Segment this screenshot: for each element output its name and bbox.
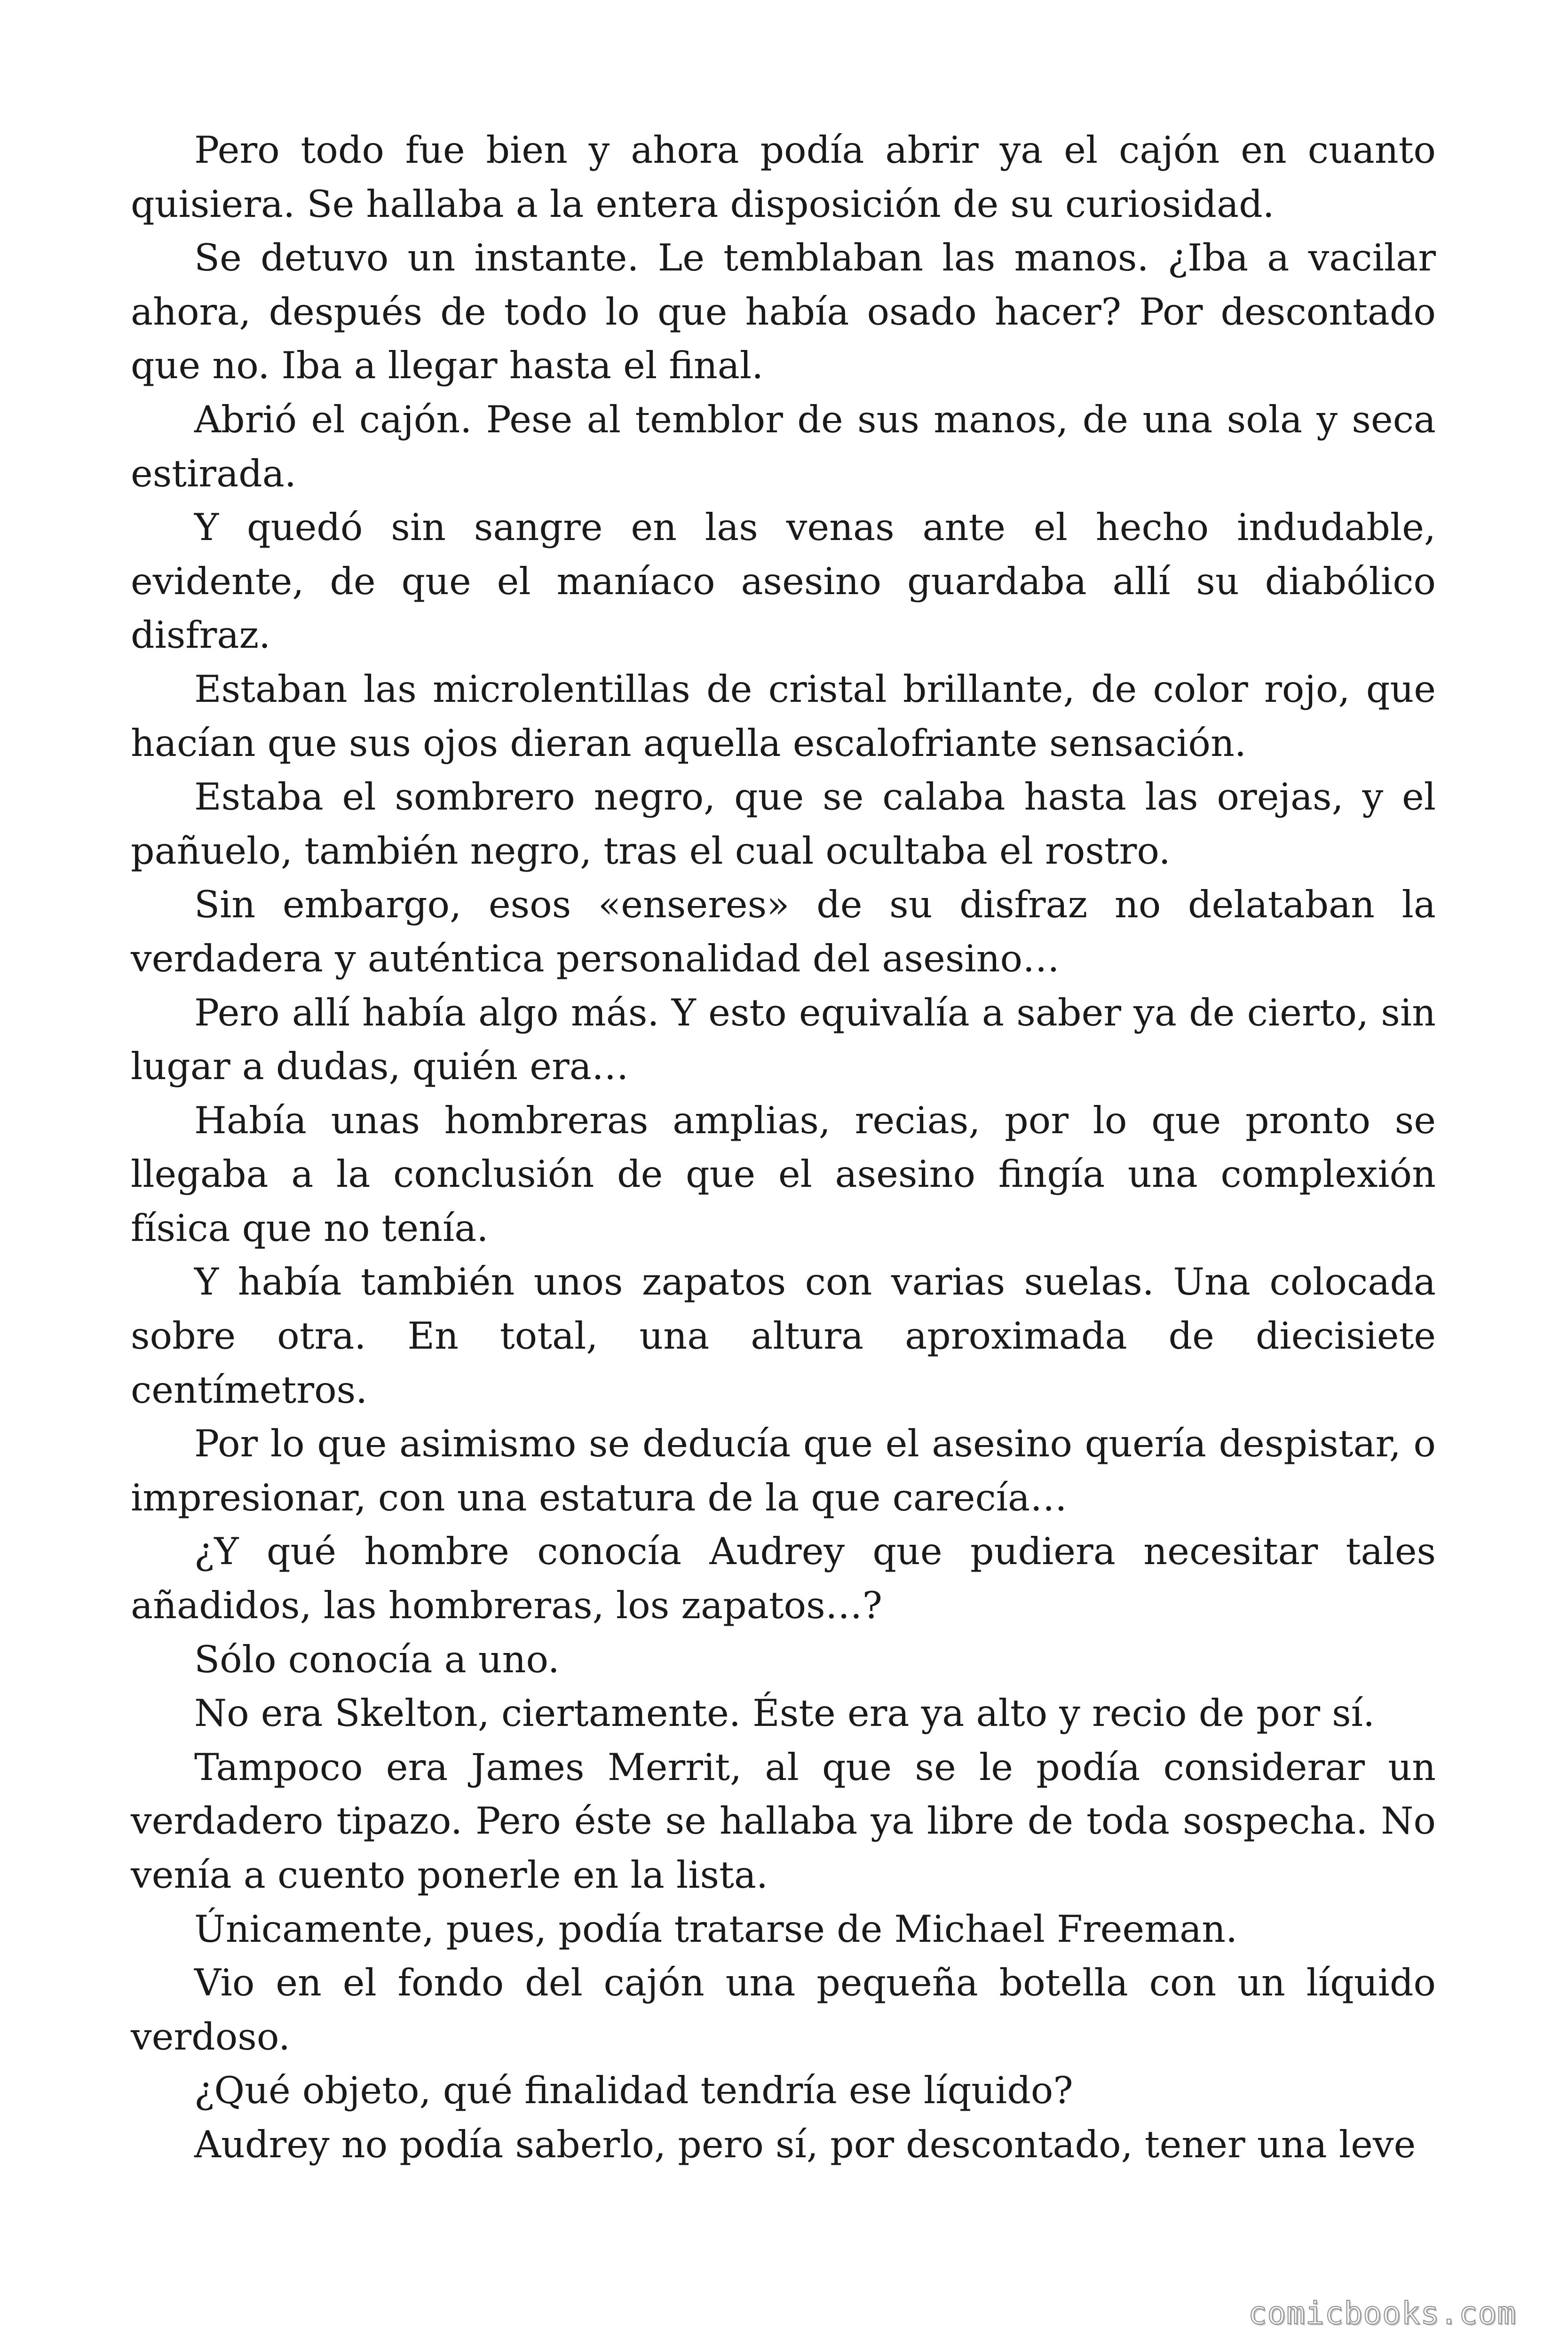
paragraph-8: Pero allí había algo más. Y esto equivalía a saber ya de cierto, sin lugar a dudas, quién era… (131, 991, 1436, 1089)
paragraph-19: Audrey no podía saberlo, pero sí, por descontado, tener una leve (194, 2122, 1416, 2166)
paragraph-3: Abrió el cajón. Pese al temblor de sus manos, de una sola y seca estirada. (131, 397, 1436, 495)
paragraph-12: ¿Y qué hombre conocía Audrey que pudiera necesitar tales añadidos, las hombreras, los zapatos…? (131, 1530, 1436, 1628)
paragraph-1: Pero todo fue bien y ahora podía abrir ya el cajón en cuanto quisiera. Se hallaba a la entera disposición de su curiosidad. (131, 128, 1436, 226)
body-text (131, 123, 1436, 2172)
site-watermark: comicbooks.com (1248, 2295, 1516, 2331)
paragraph-11: Por lo que asimismo se deducía que el asesino quería despistar, o impresionar, con una estatura de la que carecía… (131, 1422, 1436, 1519)
paragraph-18: ¿Qué objeto, qué finalidad tendría ese líquido? (194, 2069, 1073, 2113)
paragraph-10: Y había también unos zapatos con varias suelas. Una colocada sobre otra. En total, una altura aproximada de diecisiete centímetros. (131, 1260, 1436, 1412)
paragraph-4: Y quedó sin sangre en las venas ante el hecho indudable, evidente, de que el maníaco asesino guardaba allí su diabólico disfraz. (131, 506, 1436, 657)
paragraph-15: Tampoco era James Merrit, al que se le podía considerar un verdadero tipazo. Pero éste se hallaba ya libre de toda sospecha. No venía a cuento ponerle en la lista. (131, 1745, 1436, 1897)
paragraph-17: Vio en el fondo del cajón una pequeña botella con un líquido verdoso. (131, 1961, 1436, 2058)
paragraph-14: No era Skelton, ciertamente. Éste era ya alto y recio de por sí. (194, 1692, 1375, 1735)
paragraph-2: Se detuvo un instante. Le temblaban las manos. ¿Iba a vacilar ahora, después de todo lo que había osado hacer? Por descontado que no. Iba a llegar hasta el final. (131, 236, 1436, 388)
paragraph-7: Sin embargo, esos «enseres» de su disfraz no delataban la verdadera y auténtica personalidad del asesino… (131, 883, 1436, 980)
paragraph-9: Había unas hombreras amplias, recias, por lo que pronto se llegaba a la conclusión de que el asesino fingía una complexión física que no tenía. (131, 1098, 1436, 1250)
paragraph-5: Estaban las microlentillas de cristal brillante, de color rojo, que hacían que sus ojos dieran aquella escalofriante sensación. (131, 667, 1436, 765)
paragraph-13: Sólo conocía a uno. (194, 1637, 560, 1681)
paragraph-16: Únicamente, pues, podía tratarse de Michael Freeman. (194, 1907, 1238, 1951)
paragraph-6: Estaba el sombrero negro, que se calaba hasta las orejas, y el pañuelo, también negro, tras el cual ocultaba el rostro. (131, 775, 1436, 873)
